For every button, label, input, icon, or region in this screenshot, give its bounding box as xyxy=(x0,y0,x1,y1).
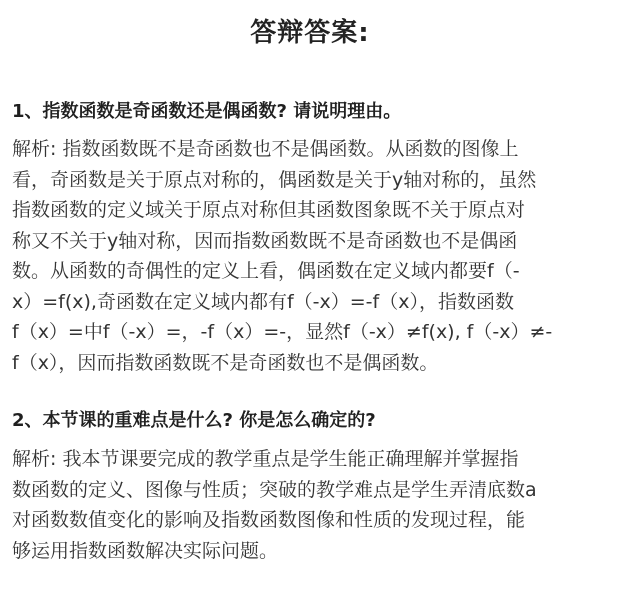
question-1-heading: 1、指数函数是奇函数还是偶函数? 请说明理由。 xyxy=(12,101,402,122)
answer-1-line: 称又不关于y轴对称，因而指数函数既不是奇函数也不是偶函 xyxy=(12,229,518,252)
answer-1-line: f（x）=中f（-x）=，-f（x）=-，显然f（-x）≠f(x), f（-x）≠- xyxy=(12,321,553,343)
answer-2-line: 解析: 我本节课要完成的教学重点是学生能正确理解并掌握指 xyxy=(12,448,519,470)
answer-2-line: 对函数数值变化的影响及指数函数图像和性质的发现过程，能 xyxy=(12,509,526,531)
answer-1-line: 解析: 指数函数既不是奇函数也不是偶函数。从函数的图像上 xyxy=(12,138,519,160)
answer-1-line: x）=f(x),奇函数在定义域内都有f（-x）=-f（x），指数函数 xyxy=(12,290,514,313)
answer-1-line: 指数函数的定义域关于原点对称但其函数图象既不关于原点对 xyxy=(12,199,526,221)
answer-1-line: 看，奇函数是关于原点对称的，偶函数是关于y轴对称的，虽然 xyxy=(12,168,537,191)
answer-2-line: 数函数的定义、图像与性质；突破的教学难点是学生弄清底数a xyxy=(12,478,537,501)
page-title: 答辩答案: xyxy=(250,18,370,48)
answer-1-line: f（x），因而指数函数既不是奇函数也不是偶函数。 xyxy=(12,351,439,374)
answer-2-line: 够运用指数函数解决实际问题。 xyxy=(12,539,279,562)
answer-2-paragraph xyxy=(12,444,606,566)
answer-1-line: 数。从函数的奇偶性的定义上看，偶函数在定义域内都要f（- xyxy=(12,260,520,282)
question-2-heading: 2、本节课的重难点是什么? 你是怎么确定的? xyxy=(12,410,376,431)
answer-1-paragraph xyxy=(12,134,606,378)
